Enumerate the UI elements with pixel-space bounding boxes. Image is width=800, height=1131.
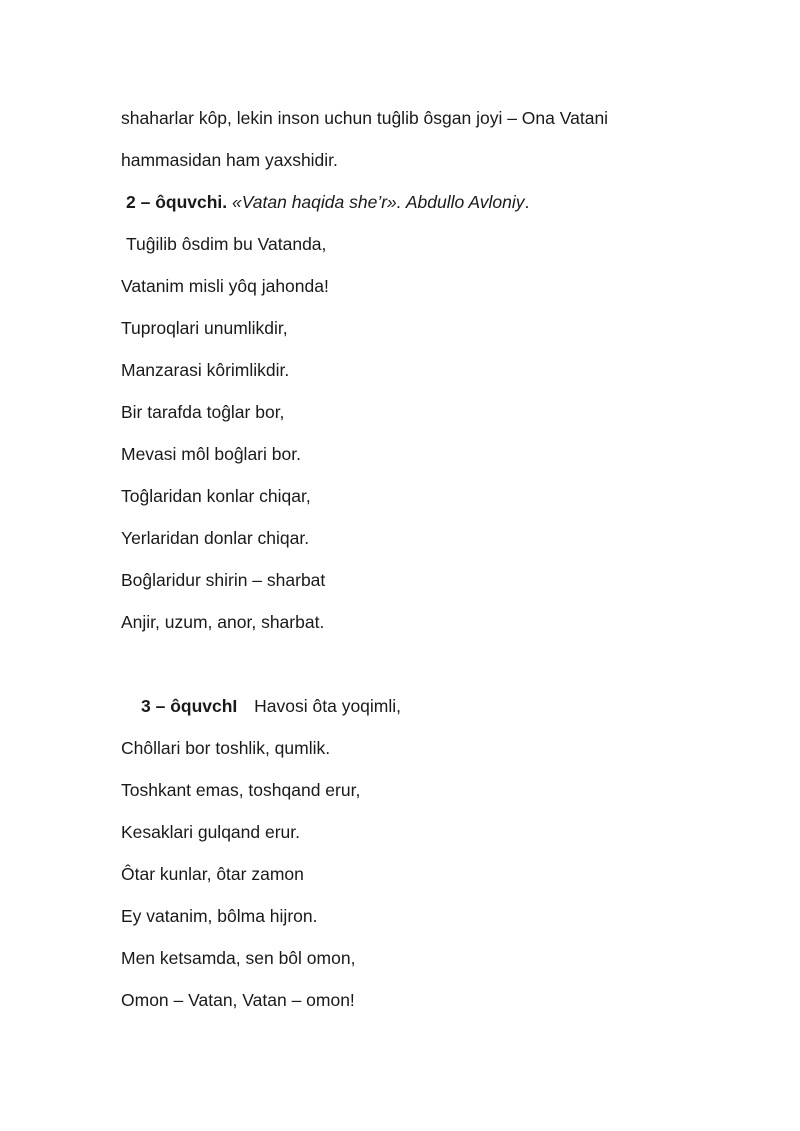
student-3-label: 3 – ôquvchI [141,696,238,716]
poem-line: Toĝlaridan konlar chiqar, [121,486,311,506]
student-3-heading [141,695,401,717]
poem-line: Yerlaridan donlar chiqar. [121,528,310,548]
poem-line: Anjir, uzum, anor, sharbat. [121,612,325,632]
poem-line: Havosi ôta yoqimli, [254,696,402,716]
student-2-label: 2 – ôquvchi. [126,192,228,212]
poem-line: Kesaklari gulqand erur. [121,822,300,842]
poem-title-end: . [524,192,530,212]
student-2-heading [126,191,529,213]
poem-line: Men ketsamda, sen bôl omon, [121,948,356,968]
intro-line-2: hammasidan ham yaxshidir. [121,150,338,170]
poem-line: Toshkant emas, toshqand erur, [121,780,361,800]
poem-line: Tuĝilib ôsdim bu Vatanda, [126,234,327,254]
poem-title: «Vatan haqida she’r». Abdullo Avloniy [232,192,525,212]
poem-line: Omon – Vatan, Vatan – omon! [121,990,355,1010]
poem-line: Ôtar kunlar, ôtar zamon [121,864,304,884]
poem-line: Manzarasi kôrimlikdir. [121,360,290,380]
poem-line: Ey vatanim, bôlma hijron. [121,906,318,926]
poem-line: Mevasi môl boĝlari bor. [121,444,301,464]
poem-line: Bir tarafda toĝlar bor, [121,402,285,422]
poem-line: Chôllari bor toshlik, qumlik. [121,738,331,758]
poem-line: Tuproqlari unumlikdir, [121,318,288,338]
poem-line: Vatanim misli yôq jahonda! [121,276,329,296]
intro-line-1: shaharlar kôp, lekin inson uchun tuĝlib ôsgan joyi – Ona Vatani [121,108,609,128]
poem-line: Boĝlaridur shirin – sharbat [121,570,326,590]
